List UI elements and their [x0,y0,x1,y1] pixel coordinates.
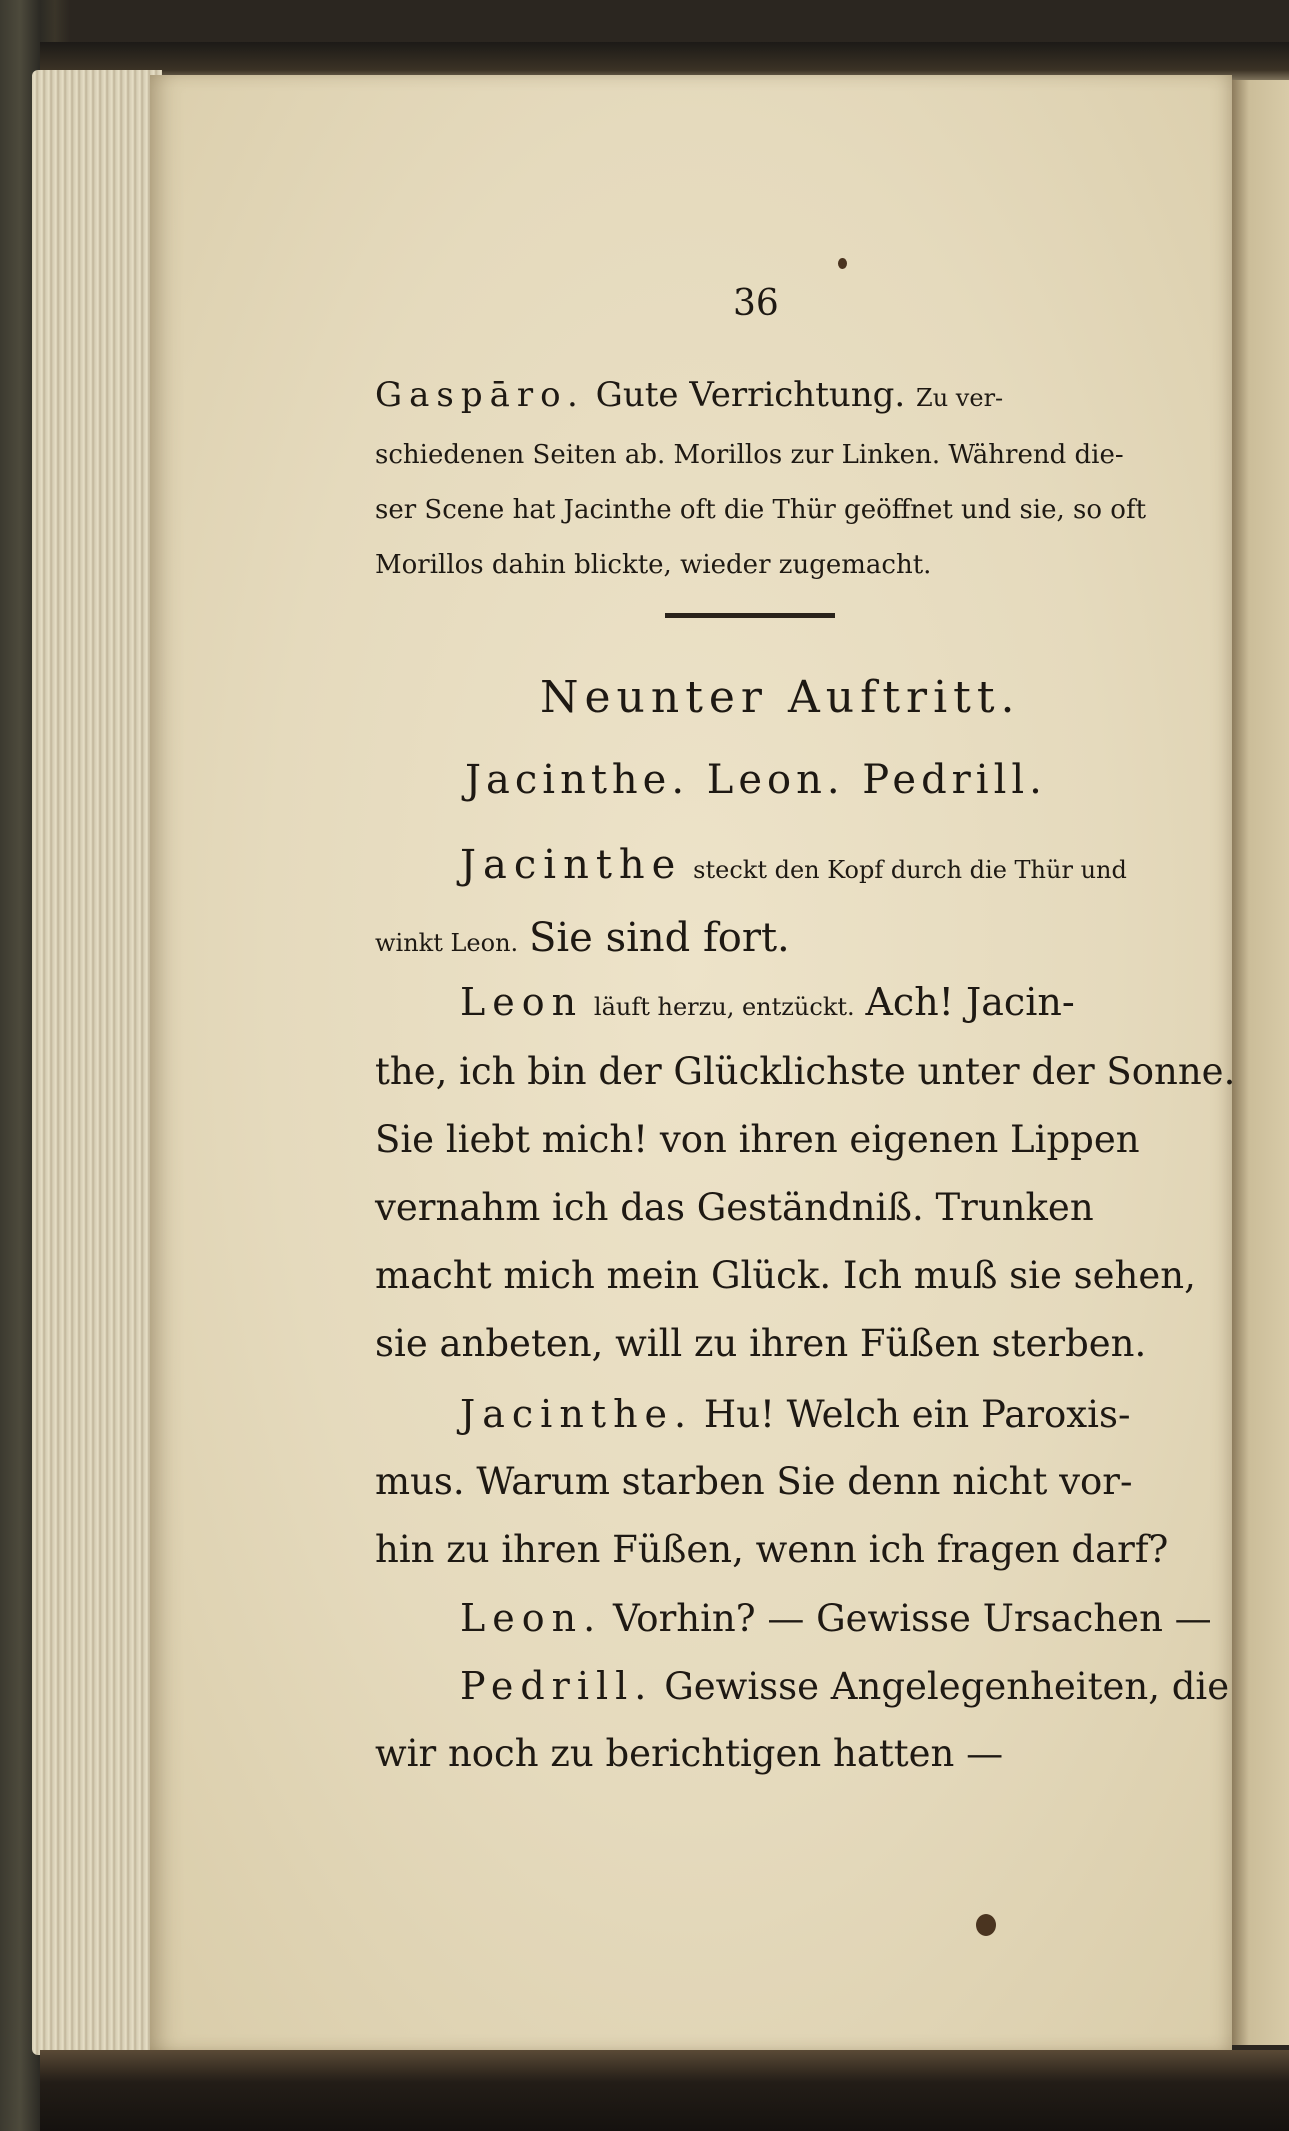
line-text: Hu! Welch ein Paroxis- [703,1393,1131,1436]
text-line: wir noch zu berichtigen hatten — [375,1732,1004,1775]
text-line: the, ich bin der Glücklichste unter der Sonne. [375,1050,1236,1093]
line-text: Sie sind fort. [528,915,790,961]
stage-direction: steckt den Kopf durch die Thür und [693,856,1127,884]
stage-direction-line: Morillos dahin blickte, wieder zugemacht. [375,550,932,580]
text-line: hin zu ihren Füßen, wenn ich fragen darf? [375,1528,1169,1571]
section-divider [665,613,835,618]
stage-direction: läuft herzu, entzückt. [593,993,855,1021]
text-line [460,842,1127,888]
page-number: 36 [733,283,779,324]
ink-spot [976,1914,996,1936]
text-line [460,1392,1130,1436]
cast-list: Jacinthe. Leon. Pedrill. [465,757,1047,803]
text-line: macht mich mein Glück. Ich muß sie sehen, [375,1254,1196,1297]
scene-heading: Neunter Auftritt. [540,672,1021,723]
text-line: sie anbeten, will zu ihren Füßen sterben. [375,1322,1147,1365]
stage-direction-line: schiedenen Seiten ab. Morillos zur Linken. Während die- [375,440,1124,470]
text-line: Sie liebt mich! von ihren eigenen Lippen [375,1118,1140,1161]
book-cover-bottom [40,2050,1289,2131]
speaker-name: Leon. [460,1596,603,1640]
stage-direction: Zu ver- [916,384,1004,412]
line-text: Vorhin? — Gewisse Ursachen — [612,1597,1212,1640]
text-line [460,1664,1229,1708]
line-text: Gute Verrichtung. [595,375,906,415]
text-line [460,980,1075,1024]
page-edges [32,70,162,2055]
speaker-name: Pedrill. [460,1664,654,1708]
speaker-name: Leon [460,980,584,1024]
speaker-name: Jacinthe [460,842,683,888]
text-line [375,915,790,961]
text-line: vernahm ich das Geständniß. Trunken [375,1186,1094,1229]
text-line [460,1596,1212,1640]
line-text: Gewisse Angelegenheiten, die [664,1665,1230,1708]
speaker-name: Jacinthe. [460,1392,694,1436]
text-line: mus. Warum starben Sie denn nicht vor- [375,1460,1133,1503]
stage-direction: winkt Leon. [375,929,519,957]
ink-spot [838,258,847,269]
stage-direction-line: ser Scene hat Jacinthe oft die Thür geöffnet und sie, so oft [375,495,1147,525]
speaker-name: Gaspāro. [375,375,585,415]
facing-page-edge [1232,80,1289,2045]
text-line [375,375,1003,415]
line-text: Ach! Jacin- [865,980,1075,1024]
